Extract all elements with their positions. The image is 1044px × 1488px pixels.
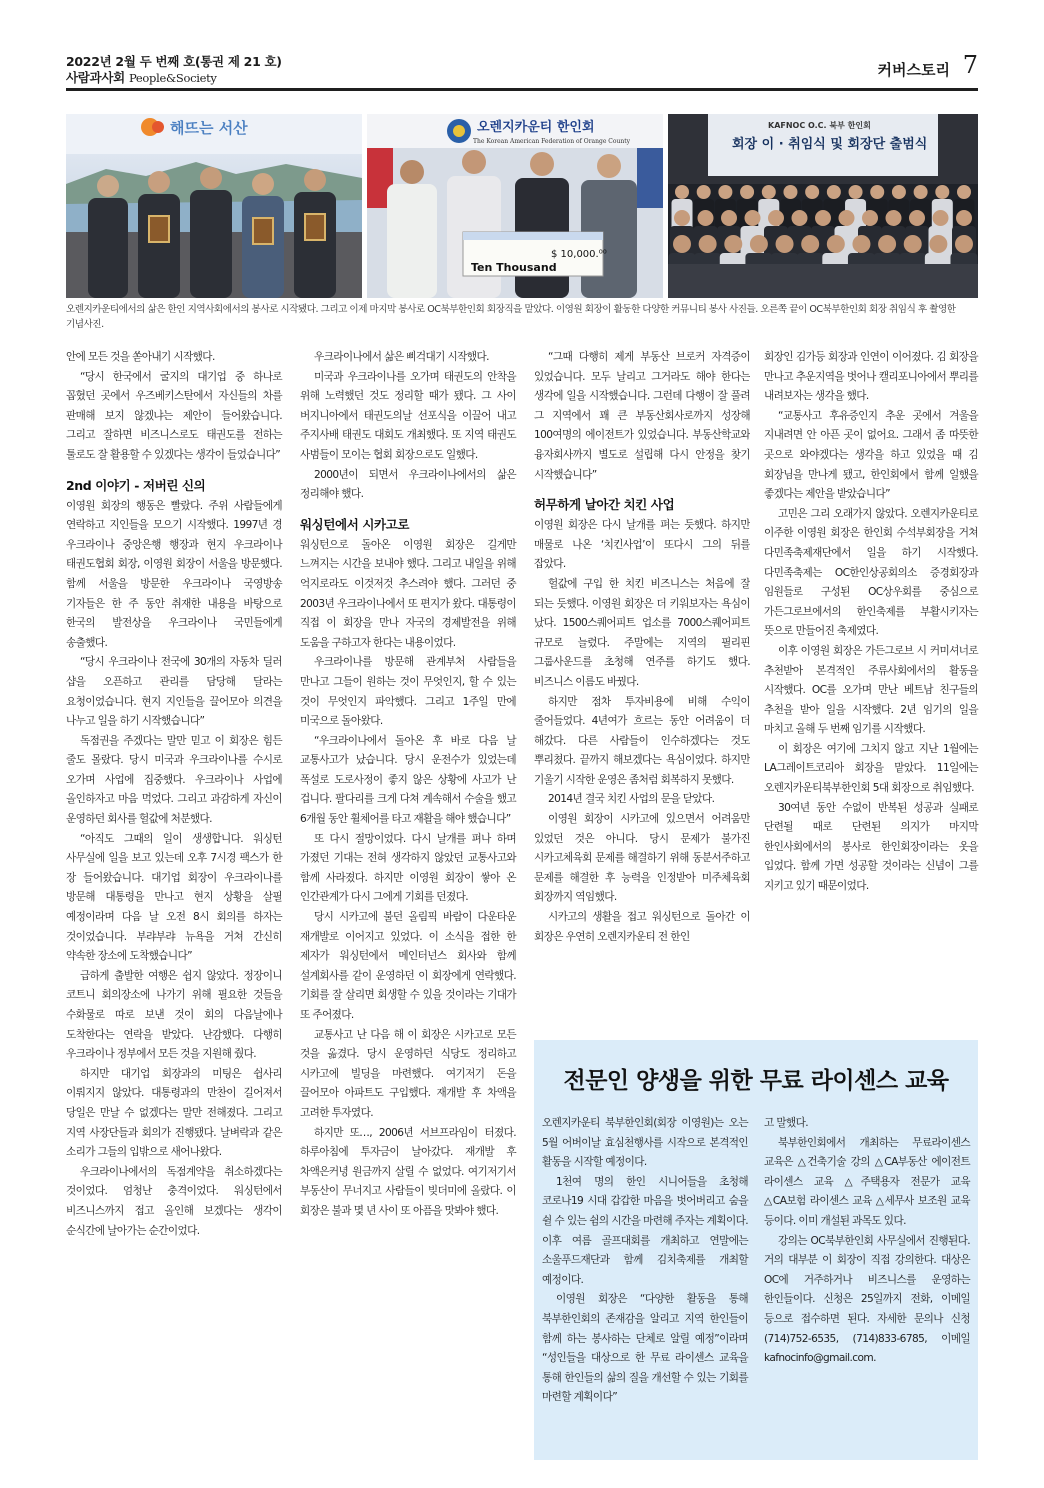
- paragraph: “당시 한국에서 굴지의 대기업 중 하나로 꼽혔던 곳에서 우즈베키스탄에서 자신들의 차를 판매해 보지 않겠냐는 제안이 들어왔습니다. 그리고 잘하면 비즈니스로도 태권도를 전하는 툴로도 잘 활용할 수 있겠다는 생각이 들었습니다”: [66, 370, 282, 461]
- page-number: 7: [962, 51, 978, 79]
- photo-caption: 오렌지카운티에서의 삶은 한인 지역사회에서의 봉사로 시작됐다. 그리고 이제 마지막 봉사로 OC북부한인회 회장직을 맡았다. 이영원 회장이 활동한 다양한 커뮤니티 봉사 사진들. 오른쪽 끝이 OC북부한인회 회장 취임식 후 촬영한 기념사진.: [66, 304, 956, 330]
- sidebar-title: 전문인 양생을 위한 무료 라이센스 교육: [563, 1068, 949, 1094]
- paragraph: 1천여 명의 한인 시니어들을 초청해 코로나19 시대 갑갑한 마음을 벗어버리고 숨을 쉴 수 있는 쉼의 시간을 마련해 주자는 계획이다. 이후 여름 골프대회를 개최하고 연말에는 소울푸드재단과 함께 김치축제를 개최할 예정이다.: [542, 1175, 748, 1286]
- p2-sign: 오렌지카운티 한인회: [477, 120, 595, 135]
- paragraph: 30여년 동안 수없이 반복된 성공과 실패로 단련될 때로 단련된 의지가 마지막 한인사회에서의 봉사로 한인회장이라는 옷을 입었다. 함께 가면 성공할 것이라는 신념이 그를 지키고 있기 때문이었다.: [764, 801, 978, 893]
- paragraph: 워싱턴으로 돌아온 이영원 회장은 길게만 느껴지는 시간을 보내야 했다. 그리고 내일을 위해 억지로라도 이것저것 추스려야 했다. 그러던 중 2003년 우크라이나에서 또 편지가 왔다. 대통령이 직접 이 회장을 만나 자국의 경제발전을 위해 도움을 구하고자 한다는 내용이었다.: [300, 538, 516, 649]
- article-column-2: [300, 348, 516, 1222]
- paragraph: 또 다시 절망이었다. 다시 날개를 펴나 하며 가졌던 기대는 전혀 생각하지 않았던 교통사고와 함께 사라졌다. 하지만 이영원 회장이 쌓아 온 인간관계가 다시 그에게 기회를 던졌다.: [300, 832, 516, 904]
- publication-ko: 사람과사회: [66, 70, 125, 85]
- paragraph: 이영원 회장은 다시 날개를 펴는 듯했다. 하지만 매물로 나온 ‘치킨사업’이 또다시 그의 뒤를 잡았다.: [534, 519, 750, 571]
- paragraph: 하지만 대기업 회장과의 미팅은 쉽사리 이뤄지지 않았다. 대통령과의 만찬이 길어져서 당일은 만날 수 없겠다는 말만 전해졌다. 그리고 지역 사장단들과 회의가 진행됐다. 날벼락과 같은 소리가 그들의 입밖으로 새어나왔다.: [66, 1067, 282, 1159]
- paragraph: “교통사고 후유증인지 추운 곳에서 겨울을 지내려면 안 아픈 곳이 없어요. 그래서 좀 따뜻한 곳으로 와야겠다는 생각을 하고 있었을 때 김 회장님을 만나게 됐고, 한인회에서 함께 일했을 좋겠다는 제안을 받았습니다”: [764, 409, 978, 501]
- article-column-3: [534, 348, 750, 1028]
- subheading: 2nd 이야기 - 저버린 신의: [66, 477, 206, 493]
- photo-check-presentation: [367, 114, 663, 298]
- paragraph: “당시 우크라이나 전국에 30개의 자동차 딜러 샵을 오픈하고 관리를 담당해 달라는 요청이었습니다. 현지 지인들을 끌어모아 의견을 나누고 일을 하기 시작했습니다”: [66, 656, 282, 728]
- paragraph: 우크라이나를 방문해 관계부처 사람들을 만나고 그들이 원하는 것이 무엇인지, 할 수 있는 것이 무엇인지 파악했다. 그리고 1주일 만에 미국으로 돌아왔다.: [300, 656, 516, 728]
- p3-banner-org: KAFNOC O.C. 북부 한인회: [768, 121, 871, 130]
- publication-en: People&Society: [128, 71, 217, 85]
- paragraph: 이영원 회장은 “다양한 활동을 통해 북부한인회의 존재감을 알리고 지역 한인들이 함께 하는 봉사하는 단체로 알릴 예정”이라며 “성인들을 대상으로 한 무료 라이센스 교육을 통해 한인들의 삶의 질을 개선할 수 있는 기회를 마련할 계획이다”: [542, 1293, 748, 1404]
- paragraph: 2000년이 되면서 우크라이나에서의 삶은 정리해야 했다.: [300, 468, 516, 501]
- paragraph: 이영원 회장이 시카고에 있으면서 어려움만 있었던 것은 아니다. 당시 문제가 불가진 시카고체육회 문제를 해결하기 위해 동분서주하고 문제를 해결한 후 능력을 인정받아 미주체육회 회장까지 역임했다.: [534, 813, 750, 904]
- page-header: [66, 50, 978, 91]
- paragraph: 급하게 출발한 여행은 쉽지 않았다. 정장이니 코트니 회의장소에 나가기 위해 필요한 것들을 수화물로 따로 보낸 것이 회의 다음날에나 도착한다는 연락을 받았다. 난감했다. 다행히 우크라이나 정부에서 모든 것을 지원해 줬다.: [66, 969, 282, 1061]
- subheading: 허무하게 날아간 치킨 사업: [534, 497, 675, 513]
- paragraph: 2014년 결국 치킨 사업의 문을 닫았다.: [548, 793, 715, 806]
- p3-banner-title: 회장 이 · 취임식 및 회장단 출범식: [732, 137, 928, 152]
- sidebar-column-2: [764, 1114, 970, 1369]
- paragraph: 헐값에 구입 한 치킨 비즈니스는 처음에 잘 되는 듯했다. 이영원 회장은 더 키워보자는 욕심이 났다. 1500스퀘어피트 업소를 7000스퀘어피트 규모로 늘렸다. 주말에는 지역의 필리핀 그룹사운드를 초청해 연주를 하기도 했다. 비즈니스 이름도 바꿨다.: [534, 577, 750, 688]
- paragraph: 북부한인회에서 개최하는 무료라이센스 교육은 △건축기술 강의 △CA부동산 에이전트 라이센스 교육 △주택용자 전문가 교육 △CA보험 라이센스 교육 △세무사 보조원 교육 등이다. 이미 개설된 과목도 있다.: [764, 1136, 970, 1227]
- photo-inauguration-group: [668, 114, 978, 298]
- paragraph: 이후 이영원 회장은 가든그로브 시 커미셔너로 추천받아 본격적인 주류사회에서의 활동을 시작했다. OC를 오가며 만난 베트남 친구들의 추천을 받아 일을 시작했다. 2년 임기의 일을 마치고 올해 두 번째 임기를 시작했다.: [764, 644, 978, 736]
- paragraph: 독점권을 주겠다는 말만 믿고 이 회장은 힘든 줄도 몰랐다. 당시 미국과 우크라이나를 수시로 오가며 사업에 집중했다. 우크라이나 사업에 올인하자고 마음 먹었다. 그리고 과감하게 자신이 운영하던 회사를 헐값에 처분했다.: [66, 734, 282, 826]
- paragraph: 우크라이나에서 삶은 삐걱대기 시작했다.: [314, 351, 489, 363]
- paragraph: 안에 모든 것을 쏟아내기 시작했다.: [66, 351, 215, 363]
- paragraph: 하지만 또…, 2006년 서브프라임이 터졌다. 하루아침에 투자금이 날아갔다. 재개발 후 차액은커녕 원금까지 살릴 수 없었다. 여기저기서 부동산이 무너지고 사람들이 빚더미에 올랐다. 이 회장은 불과 몇 년 사이 또 아픔을 맛봐야 했다.: [300, 1126, 516, 1217]
- paragraph: 이 회장은 여기에 그치지 않고 지난 1월에는 LA그레이트코리아 회장을 맡았다. 11일에는 오렌지카운티북부한인회 5대 회장으로 취임했다.: [764, 742, 978, 795]
- paragraph: “아직도 그때의 일이 생생합니다. 워싱턴 사무실에 일을 보고 있는데 오후 7시경 팩스가 한 장 들어왔습니다. 대기업 회장이 우크라이나를 방문해 대통령을 만나고 현지 상황을 살필 예정이라며 다음 날 오전 8시 회의를 하자는 것이었습니다. 부랴부랴 뉴욕을 거쳐 간신히 약속한 장소에 도착했습니다”: [66, 832, 282, 963]
- paragraph: 당시 시카고에 불던 올림픽 바람이 다운타운 재개발로 이어지고 있었다. 이 소식을 접한 한 제자가 워싱턴에서 메인터넌스 회사와 함께 설계회사를 같이 운영하던 이 회장에게 연락했다. 기회를 잘 살리면 회생할 수 있을 것이라는 기대가 또 주어졌다.: [300, 911, 516, 1021]
- paragraph: 회장인 김가등 회장과 인연이 이어졌다. 김 회장을 만나고 추운지역을 벗어나 캘리포니아에서 뿌리를 내려보자는 생각을 했다.: [764, 351, 978, 403]
- article-column-4: [764, 348, 978, 897]
- issue-info: 2022년 2월 두 번째 호(통권 제 21 호): [66, 54, 282, 69]
- paragraph: 이영원 회장의 행동은 빨랐다. 주위 사람들에게 연락하고 지인들을 모으기 시작했다. 1997년 경 우크라이나 중앙은행 행장과 현지 우크라이나 태권도협회 회장, 이영원 회장이 서울을 방문했다. 함께 서울을 방문한 우크라이나 국영방송 기자들은 한 주 동안 취재한 내용을 바탕으로 한국의 발전상을 우크라이나 국민들에게 송출했다.: [66, 499, 282, 649]
- paragraph: “우크라이나에서 돌아온 후 바로 다음 날 교통사고가 났습니다. 당시 운전수가 있었는데 폭설로 도로사정이 좋지 않은 상황에 사고가 난 겁니다. 팔다리를 크게 다쳐 계속해서 수술을 했고 6개월 동안 휠체어를 타고 재활을 해야 했습니다”: [300, 734, 516, 826]
- paragraph: 교통사고 난 다음 해 이 회장은 시카고로 모든 것을 옮겼다. 당시 운영하던 식당도 정리하고 시카고에 빌딩을 마련했다. 여기저기 돈을 끌어모아 아파트도 구입했다. 재개발 후 차액을 고려한 투자였다.: [300, 1028, 516, 1119]
- p2-check-words: Ten Thousand: [471, 261, 557, 274]
- paragraph: 시카고의 생활을 접고 워싱턴으로 돌아간 이 회장은 우연히 오렌지카운티 전 한인: [534, 911, 750, 943]
- paragraph: 강의는 OC북부한인회 사무실에서 진행된다. 거의 대부분 이 회장이 직접 강의한다. 대상은 OC에 거주하거나 비즈니스를 운영하는 한인들이다. 신청은 25일까지 전화, 이메일 등으로 접수하면 된다. 자세한 문의나 신청 (714)752-6535, (714)833-6785, 이메일 kafnocinfo@gmail.com.: [764, 1234, 970, 1365]
- paragraph: 하지만 점차 투자비용에 비해 수익이 줄어들었다. 4년여가 흐르는 동안 어려움이 더 해갔다. 다른 사람들이 인수하겠다는 것도 뿌리쳤다. 끝까지 해보겠다는 욕심이었다. 하지만 기울기 시작한 운영은 좀처럼 회복하지 못했다.: [534, 695, 750, 786]
- photo-plaque-ceremony: [66, 114, 362, 298]
- paragraph: 고민은 그리 오래가지 않았다. 오렌지카운티로 이주한 이영원 회장은 한인회 수석부회장을 거쳐 다민족축제재단에서 일을 하기 시작했다. 다민족축제는 OC한인상공회의소 증경회장과 임원들로 구성된 OC상우회를 중심으로 가든그로브에서의 한인축제를 부활시키자는 뜻으로 만들어진 축제였다.: [764, 507, 978, 638]
- publication-name: [66, 68, 217, 86]
- sidebar-box: [534, 1040, 978, 1460]
- paragraph: 오렌지카운티 북부한인회(회장 이영원)는 오는 5월 어버이날 효심천행사를 시작으로 본격적인 활동을 시작할 예정이다.: [542, 1117, 748, 1169]
- paragraph: 고 말했다.: [764, 1117, 809, 1129]
- article-column-1: [66, 348, 282, 1241]
- p2-check-amount: $ 10,000.⁰⁰: [551, 249, 607, 260]
- paragraph: 미국과 우크라이나를 오가며 태권도의 안착을 위해 노력했던 것도 정리할 때가 됐다. 그 사이 버지니아에서 태권도의날 선포식을 이끌어 내고 주지사배 태권도 대회도 개최했다. 또 지역 태권도 사범들이 모이는 협회 회장으로도 일했다.: [300, 370, 516, 461]
- paragraph: 우크라이나에서의 독점계약을 취소하겠다는 것이었다. 엄청난 충격이었다. 워싱턴에서 비즈니스까지 접고 올인해 보겠다는 생각이 순식간에 날아가는 순간이었다.: [66, 1165, 282, 1237]
- sidebar-column-1: [542, 1114, 748, 1408]
- p2-sign-en: The Korean American Federation of Orange County: [473, 138, 631, 145]
- section-name: 커버스토리: [877, 61, 950, 79]
- subheading: 워싱턴에서 시카고로: [300, 516, 410, 532]
- p1-sign: 해뜨는 서산: [170, 119, 248, 137]
- paragraph: “그때 다행히 제게 부동산 브로커 자격증이 있었습니다. 모두 날리고 그거라도 해야 한다는 생각에 일을 시작했습니다. 그런데 다행이 잘 풀려 그 지역에서 꽤 큰 부동산회사로까지 성장해 100여명의 에이전트가 있었습니다. 부동산학교와 융자회사까지 별도로 설립해 다시 안정을 찾기 시작했습니다”: [534, 351, 750, 481]
